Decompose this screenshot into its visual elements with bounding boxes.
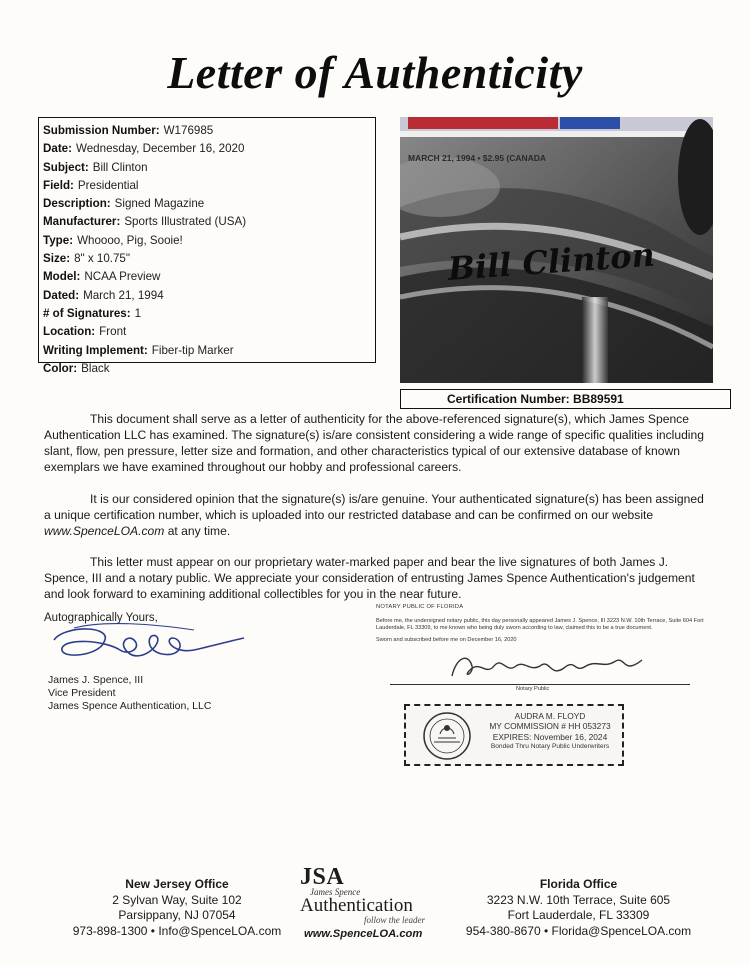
paragraph-2-text: It is our considered opinion that the signature(s) is/are genuine. Your authenticated signature(s) has been assigned a unique certification number, which is uploaded into our restricted database and can be confirmed on our website [44,492,704,522]
certification-box [400,389,731,409]
detail-label: Type: [43,233,74,247]
notary-statement: Before me, the undersigned notary public, this day personally appeared James J. Spence, III 3223 N.W. 10th Terrace, Suite 604 Fort Lauderdale, FL 33309, to me known who being duly sworn according to law, claimed this to be a true document. [376,617,704,632]
spence-signature-text: J. Spence [84,660,89,661]
notary-sworn: Sworn and subscribed before me on December 16, 2020 [376,636,517,643]
magazine-date-text: MARCH 21, 1994 • $2.95 (CANADA [408,153,547,163]
closing-text: Autographically Yours, [44,612,158,624]
paragraph-2 [44,491,709,539]
detail-value: Signed Magazine [114,197,205,211]
fl-contact: 954-380-8670 • Florida@SpenceLOA.com [465,923,692,938]
detail-value: Presidential [77,178,139,192]
jsa-website-link[interactable]: www.SpenceLOA.com [304,928,423,940]
detail-row [43,287,375,305]
detail-label: Size: [43,252,71,266]
detail-row [43,195,375,213]
nj-contact: 973-898-1300 • Info@SpenceLOA.com [72,923,282,938]
detail-label: Writing Implement: [43,343,148,357]
notary-header: NOTARY PUBLIC OF FLORIDA [376,604,464,610]
signoff-block [44,612,344,713]
detail-label: Date: [43,142,72,156]
paragraph-1: This document shall serve as a letter of authenticity for the above-referenced signature(s), which James Spence Authentication LLC has examined. The signature(s) is/are consistent considering a wide range of specific qualities including slant, flow, pen pressure, letter size and formation, and other characteristics typical of our extensive database of known exemplars we have examined throughout our hobby and professional careers. [44,412,704,474]
signer-company: James Spence Authentication, LLC [48,700,212,712]
detail-row [43,268,375,286]
detail-value: Wednesday, December 16, 2020 [76,142,245,156]
certification-number: BB89591 [573,392,624,406]
spence-signature [44,620,254,668]
signed-magazine-photo [400,117,713,383]
nj-address-2: Parsippany, NJ 07054 [118,908,236,922]
clinton-signature: Bill Clinton [446,235,656,288]
detail-label: Dated: [43,288,80,302]
detail-row [43,213,375,231]
stamp-expires: EXPIRES: November 16, 2024 [492,731,608,742]
notary-stamp [404,704,624,766]
detail-value: Front [99,325,127,339]
detail-row [43,342,375,360]
detail-label: Color: [43,361,78,375]
signer-position: Vice President [48,687,116,699]
detail-value: 1 [134,306,142,320]
detail-label: Field: [43,178,74,192]
nj-office [62,877,292,939]
detail-label: Submission Number: [43,124,160,137]
jsa-logo-letters: JSA [300,864,345,890]
detail-label: # of Signatures: [43,306,131,320]
detail-value: Fiber-tip Marker [151,343,234,357]
stamp-bonded: Bonded Thru Notary Public Underwriters [490,742,610,750]
detail-row [43,360,375,378]
detail-label: Model: [43,270,81,284]
notary-stamp-text [484,711,616,751]
detail-label: Subject: [43,160,89,174]
detail-row [43,159,375,177]
stamp-commission: MY COMMISSION # HH 053273 [489,721,611,732]
detail-row [43,140,375,158]
notary-signature-line [390,684,690,685]
jsa-logo-authentication: Authentication [300,895,413,916]
detail-value: NCAA Preview [84,270,161,284]
detail-value: 8" x 10.75" [74,252,130,266]
stamp-name: AUDRA M. FLOYD [514,711,586,721]
details-box [38,117,376,375]
fl-address-1: 3223 N.W. 10th Terrace, Suite 605 [486,892,671,907]
detail-label: Manufacturer: [43,215,121,229]
detail-value: Black [81,361,110,375]
notary-signature-text: Audra M. Floyd [486,678,493,679]
notary-signature [446,648,656,682]
signer-name: James J. Spence, III [48,674,144,686]
detail-value: Bill Clinton [92,160,148,174]
detail-value: Whoooo, Pig, Sooie! [77,233,183,247]
fl-office [456,877,701,939]
detail-label: Location: [43,325,96,339]
detail-row [43,250,375,268]
notary-block [376,604,710,704]
detail-value: March 21, 1994 [83,288,164,302]
jsa-logo-name: James Spence [310,887,361,897]
certification-label: Certification Number: [447,392,570,406]
detail-row [43,323,375,341]
notary-seal-icon [412,710,482,762]
nj-address-1: 2 Sylvan Way, Suite 102 [112,892,242,907]
nj-office-title: New Jersey Office [125,877,229,891]
detail-row [43,232,375,250]
notary-public-label: Notary Public [516,686,550,692]
detail-row [43,305,375,323]
detail-row [43,177,375,195]
website-link[interactable]: www.SpenceLOA.com [44,524,165,538]
page-title: Letter of Authenticity [167,47,583,98]
paragraph-3: This letter must appear on our proprietary water-marked paper and bear the live signatures of both James J. Spence, III and a notary public. We appreciate your consideration of entrusting James Spence Authentication's judgement and look forward to examining additional collectibles for you in the near future. [44,555,695,601]
detail-row [43,122,375,140]
jsa-logo-tagline: follow the leader [364,915,425,925]
fl-address-2: Fort Lauderdale, FL 33309 [507,908,650,922]
detail-value: Sports Illustrated (USA) [124,215,247,229]
detail-label: Description: [43,197,111,211]
detail-value: W176985 [163,124,214,137]
magazine-image [400,117,713,383]
paragraph-2-end: at any time. [164,524,231,538]
fl-office-title: Florida Office [539,877,618,891]
